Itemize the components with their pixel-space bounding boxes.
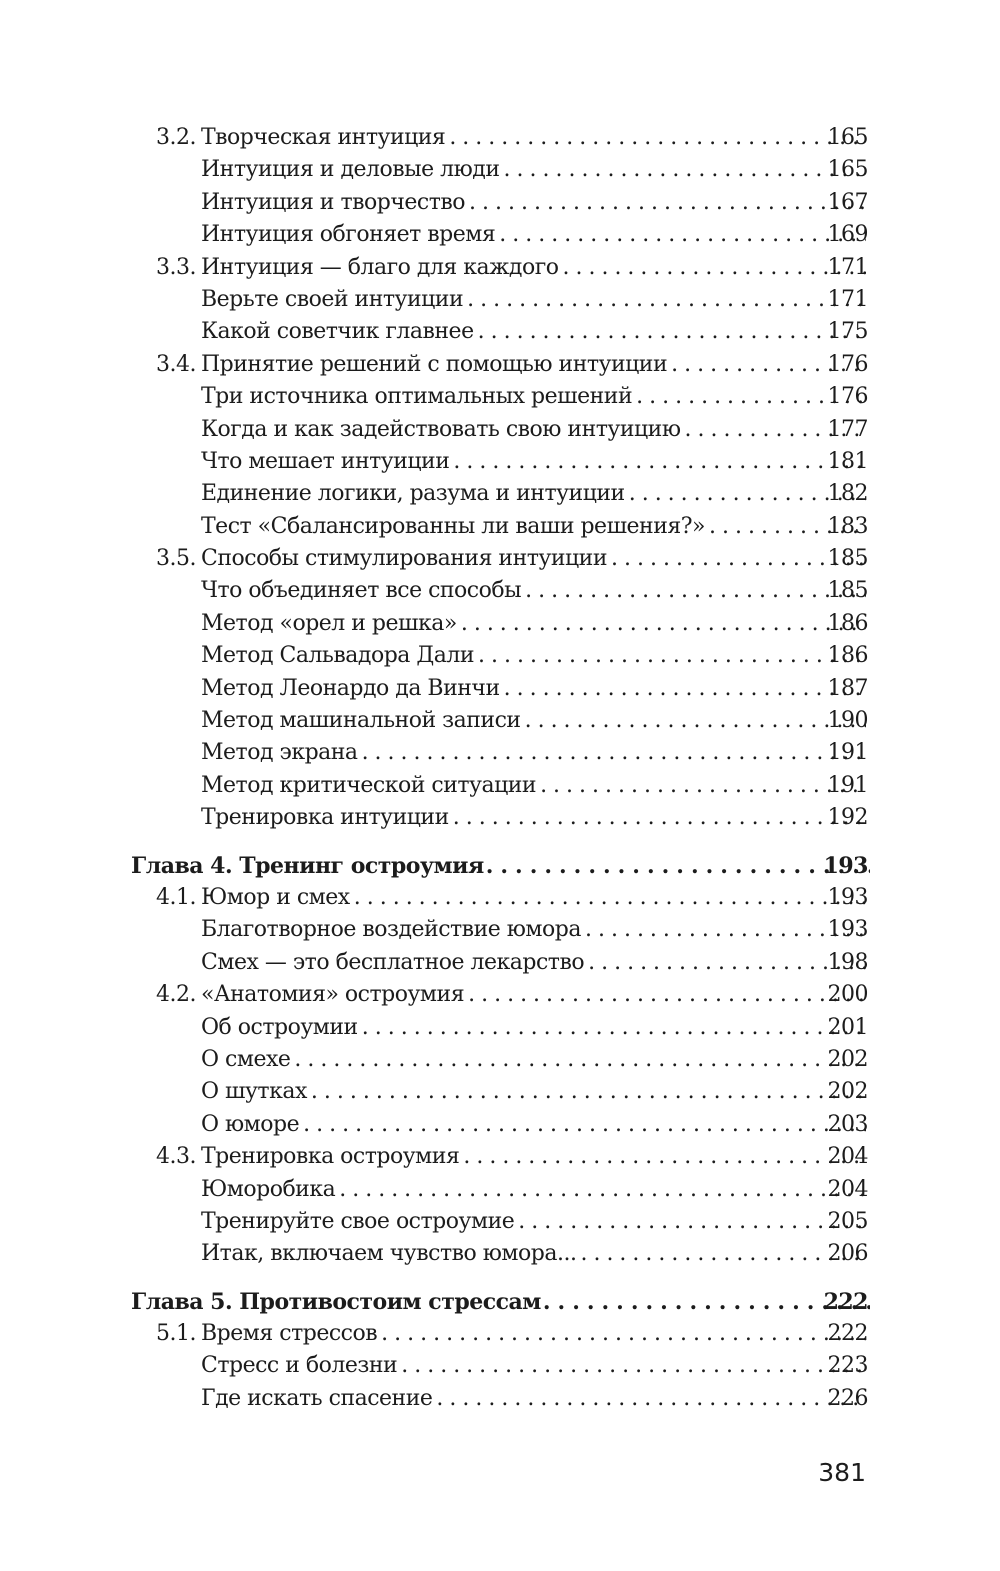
dot-leader bbox=[294, 1044, 866, 1076]
toc-entry-line bbox=[201, 673, 870, 705]
toc-entry-line bbox=[201, 414, 870, 446]
toc-entry-title: Тренируйте свое остроумие bbox=[201, 1208, 515, 1234]
toc-page-number: 192 bbox=[827, 805, 868, 831]
toc-entry-title: Метод машинальной записи bbox=[201, 708, 521, 734]
toc-entry-line bbox=[201, 316, 870, 348]
toc-page-number: 202 bbox=[827, 1079, 868, 1105]
toc-entry-line bbox=[201, 1206, 870, 1238]
toc-page-number: 183 bbox=[827, 513, 868, 539]
toc-entry-line bbox=[201, 575, 870, 607]
toc-subsection-row bbox=[0, 381, 1000, 413]
toc-subsection-row bbox=[0, 1383, 1000, 1415]
dot-leader bbox=[588, 947, 866, 979]
toc-entry-line bbox=[201, 914, 870, 946]
dot-leader bbox=[362, 1012, 866, 1044]
toc-entry-line bbox=[131, 850, 870, 882]
toc-page-number: 165 bbox=[827, 157, 868, 183]
toc-entry-line bbox=[201, 705, 870, 737]
toc-page-number: 193 bbox=[823, 852, 868, 879]
toc-entry-title: Глава 4. Тренинг остроумия bbox=[131, 852, 484, 879]
toc-entry-line bbox=[201, 1076, 870, 1108]
toc-entry-line bbox=[201, 1141, 870, 1173]
toc-page-number: 206 bbox=[827, 1241, 868, 1267]
toc-entry-title: Способы стимулирования интуиции bbox=[201, 546, 608, 572]
dot-leader bbox=[453, 802, 866, 834]
dot-leader bbox=[499, 219, 866, 251]
toc-page-number: 201 bbox=[827, 1014, 868, 1040]
toc-entry-line bbox=[201, 543, 870, 575]
toc-page-number: 200 bbox=[827, 982, 868, 1008]
page-number: 381 bbox=[818, 1458, 866, 1487]
dot-leader bbox=[436, 1383, 866, 1415]
toc-page-number: 187 bbox=[827, 675, 868, 701]
toc-page-number: 186 bbox=[827, 610, 868, 636]
toc-entry-title: Что мешает интуиции bbox=[201, 448, 450, 474]
dot-leader bbox=[362, 737, 866, 769]
dot-leader bbox=[381, 1318, 866, 1350]
dot-leader bbox=[543, 1286, 870, 1318]
toc-page-number: 185 bbox=[827, 546, 868, 572]
toc-entry-title: Какой советчик главнее bbox=[201, 319, 474, 345]
toc-entry-title: Интуиция и деловые люди bbox=[201, 157, 500, 183]
toc-entry-title: О юморе bbox=[201, 1111, 300, 1137]
toc-entry-line bbox=[201, 381, 870, 413]
dot-leader bbox=[486, 850, 870, 882]
dot-leader bbox=[478, 640, 866, 672]
dot-leader bbox=[525, 575, 866, 607]
toc-subsection-row bbox=[0, 705, 1000, 737]
toc-entry-title: Что объединяет все способы bbox=[201, 578, 522, 604]
toc-page-number: 226 bbox=[827, 1385, 868, 1411]
toc-subsection-row bbox=[0, 478, 1000, 510]
toc-entry-line bbox=[201, 640, 870, 672]
toc-entry-title: Творческая интуиция bbox=[201, 125, 446, 150]
toc-page-number: 167 bbox=[827, 189, 868, 215]
toc-entry-title: Метод Сальвадора Дали bbox=[201, 643, 475, 669]
toc-subsection-row bbox=[0, 608, 1000, 640]
toc-entry-title: Юмор и смех bbox=[201, 884, 350, 910]
toc-chapter-row bbox=[0, 1286, 1000, 1318]
toc-entry-line bbox=[201, 770, 870, 802]
toc-entry-title: Метод «орел и решка» bbox=[201, 610, 457, 636]
toc-entry-line bbox=[201, 737, 870, 769]
toc-subsection-row bbox=[0, 1076, 1000, 1108]
toc-entry-line bbox=[201, 219, 870, 251]
toc-section-row bbox=[0, 543, 1000, 575]
toc-section-row bbox=[0, 349, 1000, 381]
dot-leader bbox=[478, 316, 866, 348]
toc-entry-line bbox=[201, 478, 870, 510]
toc-subsection-row bbox=[0, 284, 1000, 316]
toc-entry-line bbox=[201, 1012, 870, 1044]
toc-entry-title: Смех — это бесплатное лекарство bbox=[201, 949, 585, 975]
toc-section-row bbox=[0, 122, 1000, 154]
toc-entry-title: Тренировка остроумия bbox=[201, 1144, 460, 1170]
toc-entry-title: Принятие решений с помощью интуиции bbox=[201, 351, 668, 377]
toc-entry-line bbox=[201, 1238, 870, 1270]
toc-entry-line bbox=[201, 802, 870, 834]
toc-page-number: 222 bbox=[823, 1288, 868, 1315]
toc-page-number: 165 bbox=[827, 125, 868, 150]
toc-subsection-row bbox=[0, 770, 1000, 802]
toc-entry-line bbox=[201, 979, 870, 1011]
dot-leader bbox=[468, 979, 866, 1011]
dot-leader bbox=[449, 122, 866, 154]
toc-subsection-row bbox=[0, 914, 1000, 946]
toc-entry-title: Метод критической ситуации bbox=[201, 772, 537, 798]
toc-section-number: 4.2. bbox=[156, 982, 196, 1008]
toc-page-number: 169 bbox=[827, 222, 868, 248]
toc-entry-title: Метод Леонардо да Винчи bbox=[201, 675, 500, 701]
toc-entry-line bbox=[201, 446, 870, 478]
toc-entry-line bbox=[201, 1109, 870, 1141]
toc-page-number: 186 bbox=[827, 643, 868, 669]
toc-subsection-row bbox=[0, 673, 1000, 705]
toc-entry-title: Итак, включаем чувство юмора... bbox=[201, 1241, 577, 1267]
toc-page-number: 190 bbox=[827, 708, 868, 734]
toc-entry-line bbox=[201, 252, 870, 284]
toc-page-number: 193 bbox=[827, 917, 868, 943]
toc-section-number: 3.4. bbox=[156, 351, 196, 377]
toc-page-number: 175 bbox=[827, 319, 868, 345]
toc-entry-title: Благотворное воздействие юмора bbox=[201, 917, 581, 943]
toc-subsection-row bbox=[0, 187, 1000, 219]
toc-entry-title: Три источника оптимальных решений bbox=[201, 384, 633, 410]
dot-leader bbox=[469, 187, 866, 219]
toc-section-row bbox=[0, 252, 1000, 284]
toc-entry-title: Интуиция обгоняет время bbox=[201, 222, 496, 248]
toc-entry-title: О шутках bbox=[201, 1079, 307, 1105]
toc-section-number: 5.1. bbox=[156, 1321, 196, 1347]
toc-entry-title: Когда и как задействовать свою интуицию bbox=[201, 416, 681, 442]
toc-subsection-row bbox=[0, 511, 1000, 543]
toc-entry-line bbox=[131, 1286, 870, 1318]
toc-subsection-row bbox=[0, 640, 1000, 672]
toc-page-number: 185 bbox=[827, 578, 868, 604]
toc-subsection-row bbox=[0, 575, 1000, 607]
toc-entry-title: Время стрессов bbox=[201, 1321, 378, 1347]
toc-subsection-row bbox=[0, 316, 1000, 348]
toc-subsection-row bbox=[0, 1109, 1000, 1141]
toc-section-number: 3.3. bbox=[156, 254, 196, 280]
toc-entry-line bbox=[201, 882, 870, 914]
toc-subsection-row bbox=[0, 802, 1000, 834]
toc-section-row bbox=[0, 979, 1000, 1011]
toc-subsection-row bbox=[0, 414, 1000, 446]
toc-entry-title: Интуиция и творчество bbox=[201, 189, 466, 215]
dot-leader bbox=[585, 914, 866, 946]
dot-leader bbox=[311, 1076, 866, 1108]
dot-leader bbox=[504, 154, 867, 186]
toc-entry-line bbox=[201, 608, 870, 640]
dot-leader bbox=[504, 673, 866, 705]
toc-page-number: 176 bbox=[827, 384, 868, 410]
toc-page-number: 204 bbox=[827, 1144, 868, 1170]
toc-entry-line bbox=[201, 1350, 870, 1382]
toc-entry-line bbox=[201, 122, 870, 154]
toc-entry-line bbox=[201, 1044, 870, 1076]
toc-subsection-row bbox=[0, 1206, 1000, 1238]
toc-page-number: 205 bbox=[827, 1208, 868, 1234]
toc-entry-line bbox=[201, 1174, 870, 1206]
toc-entry-title: О смехе bbox=[201, 1046, 291, 1072]
toc-page-number: 203 bbox=[827, 1111, 868, 1137]
toc-chapter-row bbox=[0, 850, 1000, 882]
toc-entry-title: Единение логики, разума и интуиции bbox=[201, 481, 625, 507]
dot-leader bbox=[525, 705, 866, 737]
dot-leader bbox=[580, 1238, 866, 1270]
table-of-contents bbox=[0, 122, 1000, 1415]
toc-entry-line bbox=[201, 284, 870, 316]
toc-subsection-row bbox=[0, 1350, 1000, 1382]
toc-section-number: 4.3. bbox=[156, 1144, 196, 1170]
toc-entry-title: Метод экрана bbox=[201, 740, 358, 766]
toc-page-number: 223 bbox=[827, 1353, 868, 1379]
toc-entry-line bbox=[201, 187, 870, 219]
dot-leader bbox=[354, 882, 866, 914]
dot-leader bbox=[540, 770, 866, 802]
toc-page-number: 193 bbox=[827, 884, 868, 910]
toc-page-number: 176 bbox=[827, 351, 868, 377]
dot-leader bbox=[562, 252, 866, 284]
toc-subsection-row bbox=[0, 737, 1000, 769]
toc-entry-title: Об остроумии bbox=[201, 1014, 358, 1040]
toc-entry-title: Глава 5. Противостоим стрессам bbox=[131, 1288, 541, 1315]
toc-page-number: 182 bbox=[827, 481, 868, 507]
toc-subsection-row bbox=[0, 446, 1000, 478]
toc-entry-line bbox=[201, 154, 870, 186]
toc-page-number: 191 bbox=[827, 772, 868, 798]
toc-page-number: 222 bbox=[827, 1321, 868, 1347]
toc-entry-title: Где искать спасение bbox=[201, 1385, 433, 1411]
dot-leader bbox=[461, 608, 866, 640]
toc-entry-line bbox=[201, 947, 870, 979]
dot-leader bbox=[453, 446, 866, 478]
toc-page-number: 198 bbox=[827, 949, 868, 975]
toc-section-number: 3.2. bbox=[156, 125, 196, 150]
toc-entry-line bbox=[201, 1383, 870, 1415]
toc-page-number: 181 bbox=[827, 448, 868, 474]
toc-page-number: 191 bbox=[827, 740, 868, 766]
toc-subsection-row bbox=[0, 1012, 1000, 1044]
toc-section-number: 3.5. bbox=[156, 546, 196, 572]
toc-section-row bbox=[0, 1318, 1000, 1350]
toc-section-row bbox=[0, 1141, 1000, 1173]
toc-entry-line bbox=[201, 511, 870, 543]
toc-page-number: 171 bbox=[827, 286, 868, 312]
toc-subsection-row bbox=[0, 219, 1000, 251]
toc-entry-title: Интуиция — благо для каждого bbox=[201, 254, 559, 280]
toc-entry-title: Тренировка интуиции bbox=[201, 805, 449, 831]
dot-leader bbox=[467, 284, 866, 316]
toc-subsection-row bbox=[0, 1044, 1000, 1076]
toc-entry-title: Стресс и болезни bbox=[201, 1353, 398, 1379]
toc-entry-title: Юморобика bbox=[201, 1176, 336, 1202]
toc-section-number: 4.1. bbox=[156, 884, 196, 910]
toc-subsection-row bbox=[0, 1174, 1000, 1206]
toc-subsection-row bbox=[0, 154, 1000, 186]
toc-page-number: 204 bbox=[827, 1176, 868, 1202]
dot-leader bbox=[518, 1206, 866, 1238]
toc-entry-title: Тест «Сбалансированны ли ваши решения?» bbox=[201, 513, 706, 539]
dot-leader bbox=[401, 1350, 866, 1382]
dot-leader bbox=[303, 1109, 866, 1141]
dot-leader bbox=[339, 1174, 866, 1206]
dot-leader bbox=[463, 1141, 866, 1173]
toc-page-number: 202 bbox=[827, 1046, 868, 1072]
toc-subsection-row bbox=[0, 947, 1000, 979]
toc-section-row bbox=[0, 882, 1000, 914]
toc-subsection-row bbox=[0, 1238, 1000, 1270]
toc-entry-title: Верьте своей интуиции bbox=[201, 286, 464, 312]
toc-page-number: 171 bbox=[827, 254, 868, 280]
toc-entry-line bbox=[201, 1318, 870, 1350]
toc-page-number: 177 bbox=[827, 416, 868, 442]
toc-entry-title: «Анатомия» остроумия bbox=[201, 982, 465, 1008]
toc-entry-line bbox=[201, 349, 870, 381]
